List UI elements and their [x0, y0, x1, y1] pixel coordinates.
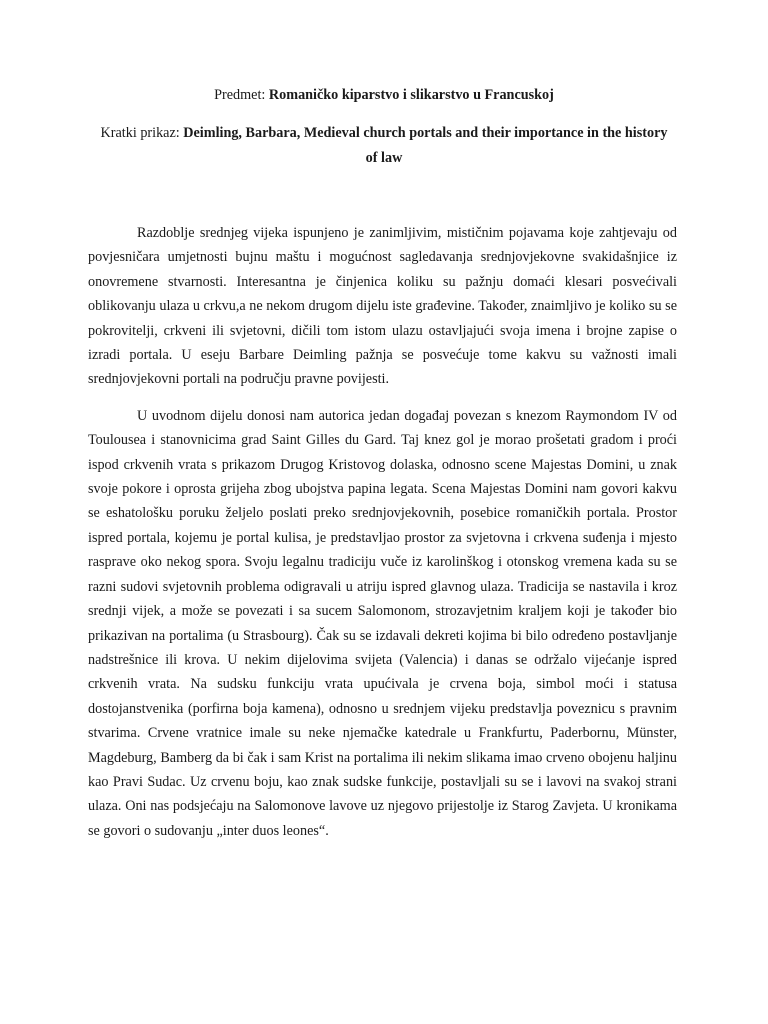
essay-body	[88, 221, 677, 855]
paragraph-intro: Razdoblje srednjeg vijeka ispunjeno je zanimljivim, mističnim pojavama koje zahtjevaju od povjesničara umjetnosti bujnu maštu i mogućnost sagledavanja srednjovjekovne svakidašnjice iz onovremene stvarnosti. Interesantna je činjenica koliku su pažnju domaći klesari posvećivali oblikovanju ulaza u crkvu,a ne nekom drugom dijelu iste građevine. Također, znaimljivo je koliko su se pokrovitelji, crkveni ili svjetovni, dičili tom istom ulazu ostavljajući svoja imena i brojne zapise o izradi portala. U eseju Barbare Deimling pažnja se posvećuje tome kakvu su važnosti imali srednjovjekovni portali na području pravne povijesti.	[88, 225, 677, 388]
subject-line	[100, 83, 668, 108]
paragraph-main: U uvodnom dijelu donosi nam autorica jedan događaj povezan s knezom Raymondom IV od Toulousea i stanovnicima grad Saint Gilles du Gard. Taj knez gol je morao prošetati gradom i proći ispod crkvenih vrata s prikazom Drugog Kristovog dolaska, odnosno scene Majestas Domini, u znak svoje pokore i oprosta grijeha zbog ubojstva papina legata. Scena Majestas Domini nam govori kakvu se eshatološku poruku željelo poslati preko srednjovjekovnih, posebice romaničkih portala. Prostor ispred portala, kojemu je portal kulisa, je predstavljao prostor za svjetovna i crkvena suđenja i mjesto rasprave oko nekog spora. Svoju legalnu tradiciju vuče iz karolinškog i otonskog vremena kada su se razni sudovi svjetovnih problema odigravali u atriju ispred glavnog ulaza. Tradicija se nastavila i kroz srednji vijek, a može se povezati i sa sucem Salomonom, strozavjetnim kraljem koji je također bio prikazivan na portalima (u Strasbourg). Čak su se izdavali dekreti kojima bi bilo određeno postavljanje nadstrešnice ili krova. U nekim dijelovima svijeta (Valencia) i danas se održalo vijećanje ispred crkvenih vrata. Na sudsku funkciju vrata upućivala je crvena boja, simbol moći i statusa dostojanstvenika (porfirna boja kamena), odnosno u srednjem vijeku predstavlja poveznicu s pravnim stvarima. Crvene vratnice imale su neke njemačke katedrale u Frankfurtu, Paderbornu, Münster, Magdeburg, Bamberg da bi čak i sam Krist na portalima ili nekim slikama imao crveno obojenu haljinu kao Pravi Sudac. Uz crvenu boju, kao znak sudske funkcije, postavljali su se i lavovi na svakoj strani ulaza. Oni nas podsjećaju na Salomonove lavove uz njegovo prijestolje iz Starog Zavjeta. U kronikama se govori o sudovanju „inter duos leones“.	[88, 407, 677, 839]
summary-line	[100, 121, 668, 171]
summary-title: Deimling, Barbara, Medieval church portals and their importance in the history of law	[183, 125, 668, 166]
subject-label: Predmet:	[214, 87, 266, 103]
summary-label: Kratki prikaz:	[100, 125, 180, 141]
subject-title: Romaničko kiparstvo i slikarstvo u Francuskoj	[268, 87, 554, 103]
